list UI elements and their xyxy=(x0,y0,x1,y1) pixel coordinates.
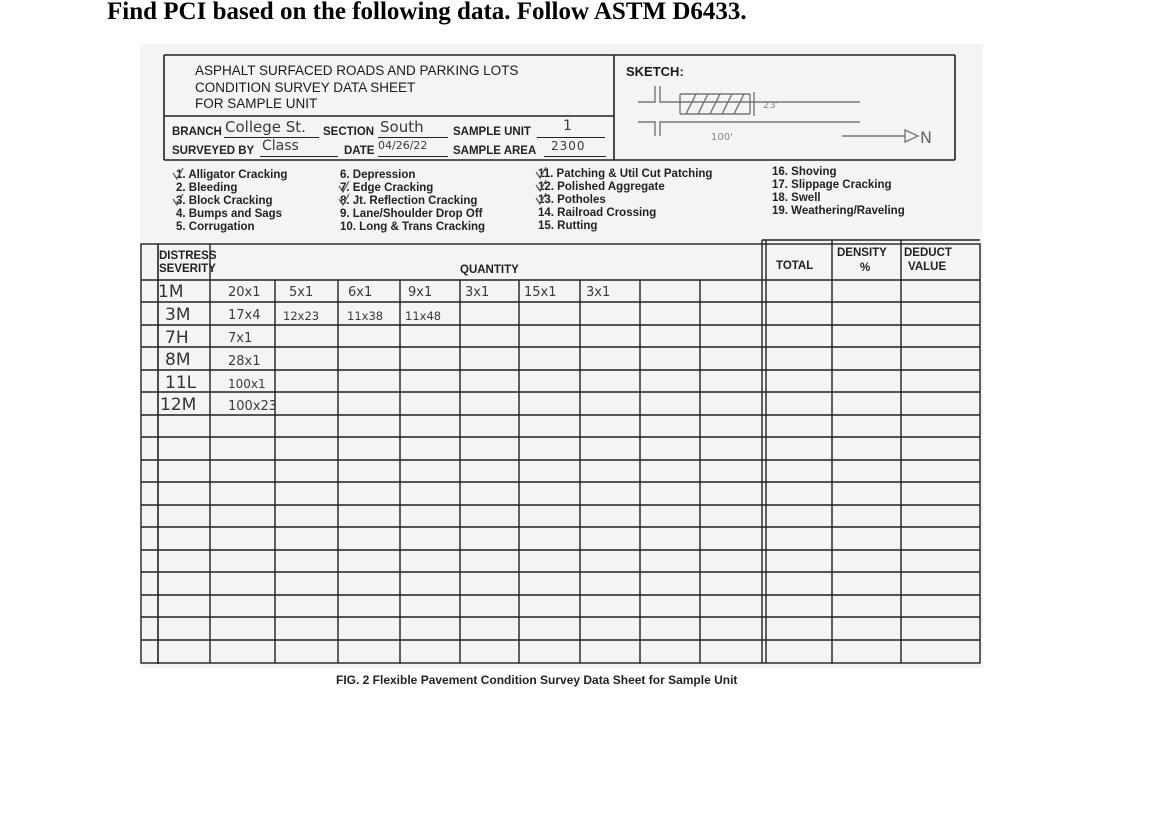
date-label: DATE xyxy=(344,145,375,157)
quantity-cell: 17x4 xyxy=(228,308,261,323)
quantity-cell: 100x23 xyxy=(228,399,278,414)
distress-type: 2. Bleeding xyxy=(176,182,238,194)
distress-type: 13. Potholes xyxy=(538,194,606,206)
col-severity-header: SEVERITY xyxy=(159,263,216,275)
survey-data-sheet xyxy=(140,44,983,668)
distress-type: 11. Patching & Util Cut Patching xyxy=(538,168,713,180)
distress-type: 9. Lane/Shoulder Drop Off xyxy=(340,208,483,220)
distress-type: 8. Jt. Reflection Cracking xyxy=(340,195,478,207)
distress-type: 1. Alligator Cracking xyxy=(176,169,288,181)
distress-type: 10. Long & Trans Cracking xyxy=(340,221,486,233)
surveyed-by-value: Class xyxy=(262,138,299,154)
quantity-cell: 11x38 xyxy=(347,309,384,323)
quantity-cell: 3x1 xyxy=(465,285,490,300)
branch-value: College St. xyxy=(225,118,306,136)
quantity-cell: 5x1 xyxy=(289,285,314,300)
figure-caption: FIG. 2 Flexible Pavement Condition Survey Data Sheet for Sample Unit xyxy=(336,673,738,687)
section-value: South xyxy=(380,118,424,136)
distress-grid xyxy=(140,44,983,668)
distress-type: 5. Corrugation xyxy=(176,221,255,233)
sketch-label: SKETCH: xyxy=(626,64,684,79)
sketch-length-dim: 100' xyxy=(711,132,733,143)
quantity-cell: 9x1 xyxy=(408,285,433,300)
distress-type: 4. Bumps and Sags xyxy=(176,208,283,220)
sample-unit-label: SAMPLE UNIT xyxy=(453,126,531,138)
north-arrow-label: N xyxy=(920,128,932,147)
form-title-line-2: CONDITION SURVEY DATA SHEET xyxy=(195,79,416,95)
row-distress: 7H xyxy=(165,328,189,348)
row-distress: 1M xyxy=(158,282,184,302)
quantity-cell: 6x1 xyxy=(348,285,373,300)
quantity-cell: 11x48 xyxy=(405,309,442,323)
question-title: Find PCI based on the following data. Follow ASTM D6433. xyxy=(107,0,747,25)
sample-unit-value: 1 xyxy=(563,118,572,134)
distress-type: 15. Rutting xyxy=(538,220,598,232)
form-title-line-1: ASPHALT SURFACED ROADS AND PARKING LOTS xyxy=(195,63,519,78)
col-deduct-header-2: VALUE xyxy=(908,261,947,273)
sample-area-value: 2300 xyxy=(551,139,586,153)
quantity-cell: 15x1 xyxy=(524,285,557,300)
col-total-header: TOTAL xyxy=(776,260,814,272)
distress-type: 14. Railroad Crossing xyxy=(538,207,657,219)
col-density-header: DENSITY xyxy=(837,247,887,259)
sketch-width-dim: 23' xyxy=(763,100,779,111)
row-distress: 8M xyxy=(165,350,191,370)
section-label: SECTION xyxy=(323,126,375,138)
quantity-cell: 20x1 xyxy=(228,285,261,300)
row-distress: 11L xyxy=(165,373,197,393)
distress-type: 18. Swell xyxy=(772,192,821,204)
form-title-line-3: FOR SAMPLE UNIT xyxy=(195,96,318,111)
row-distress: 3M xyxy=(165,305,191,325)
quantity-cell: 3x1 xyxy=(586,285,611,300)
col-quantity-header: QUANTITY xyxy=(460,264,519,276)
date-value: 04/26/22 xyxy=(378,139,428,152)
distress-type: 16. Shoving xyxy=(772,166,837,178)
quantity-cell: 28x1 xyxy=(228,354,261,369)
distress-type: 12. Polished Aggregate xyxy=(538,181,665,193)
col-density-unit: % xyxy=(860,262,871,274)
quantity-cell: 7x1 xyxy=(228,331,253,346)
branch-label: BRANCH xyxy=(172,126,222,138)
quantity-cell: 100x1 xyxy=(228,377,266,391)
surveyed-by-label: SURVEYED BY xyxy=(172,145,255,157)
distress-type: 7. Edge Cracking xyxy=(340,182,434,194)
quantity-cell: 12x23 xyxy=(283,309,320,323)
distress-type: 17. Slippage Cracking xyxy=(772,179,892,191)
distress-type: 6. Depression xyxy=(340,169,416,181)
col-deduct-header: DEDUCT xyxy=(904,247,952,259)
row-distress: 12M xyxy=(160,395,197,415)
distress-type: 19. Weathering/Raveling xyxy=(772,205,905,217)
distress-type: 3. Block Cracking xyxy=(176,195,273,207)
sample-area-label: SAMPLE AREA xyxy=(453,145,537,157)
col-distress-header: DISTRESS xyxy=(159,250,217,262)
